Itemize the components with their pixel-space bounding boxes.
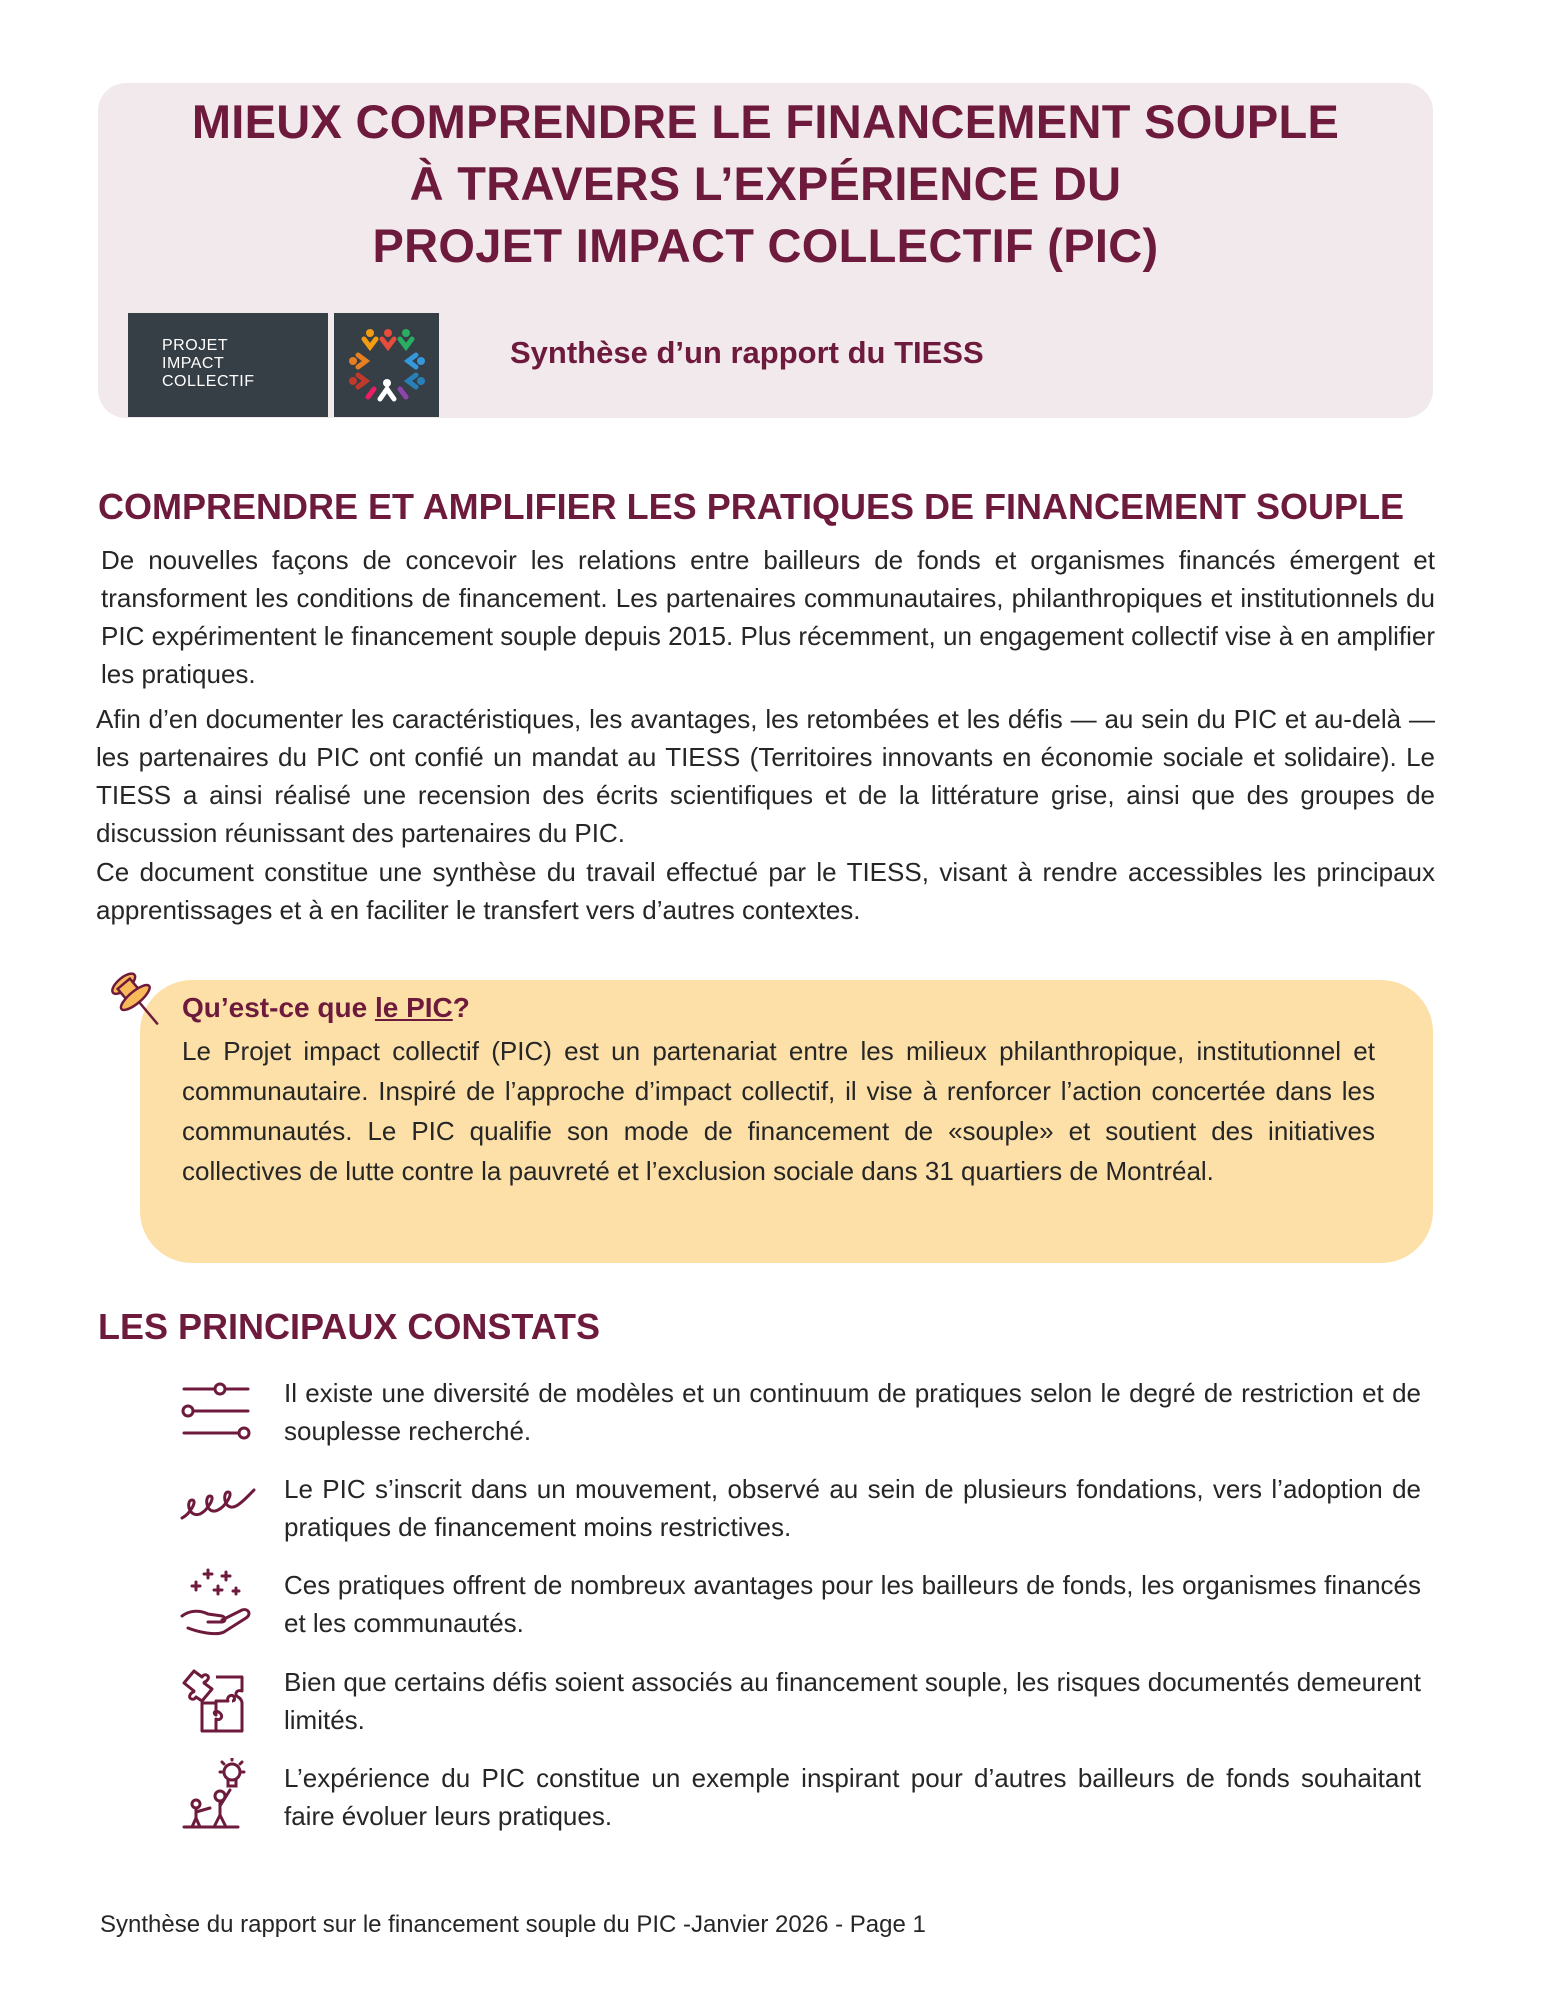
logo-line-2: IMPACT: [162, 355, 225, 372]
page-title-line-3: PROJET IMPACT COLLECTIF (PIC): [372, 219, 1159, 272]
page-title-line-1: MIEUX COMPRENDRE LE FINANCEMENT SOUPLE: [191, 95, 1340, 148]
finding-2: Le PIC s’inscrit dans un mouvement, observé au sein de plusieurs fondations, vers l’adoption de pratiques de financement moins restrictives.: [284, 1474, 1421, 1542]
callout-title-prefix: Qu’est-ce que: [182, 992, 375, 1023]
lightbulb-people-icon: [178, 1758, 260, 1830]
page-footer: Synthèse du rapport sur le financement souple du PIC -Janvier 2026 - Page 1: [100, 1911, 926, 1938]
page-title-line-2: À TRAVERS L’EXPÉRIENCE DU: [409, 157, 1122, 210]
finding-3: Ces pratiques offrent de nombreux avantages pour les bailleurs de fonds, les organismes financés et les communautés.: [284, 1570, 1421, 1638]
intro-paragraph-3: Ce document constitue une synthèse du travail effectué par le TIESS, visant à rendre accessibles les principaux apprentissages et à en faciliter le transfert vers d’autres contextes.: [96, 857, 1435, 925]
page-title: [98, 91, 1433, 277]
logo-line-3: COLLECTIF: [162, 373, 255, 390]
logo-line-1: PROJET: [162, 337, 229, 354]
finding-4: Bien que certains défis soient associés au financement souple, les risques documentés demeurent limités.: [284, 1667, 1421, 1735]
page-subtitle: Synthèse d’un rapport du TIESS: [510, 335, 984, 370]
callout-title: [182, 989, 470, 1027]
section-heading-1: COMPRENDRE ET AMPLIFIER LES PRATIQUES DE FINANCEMENT SOUPLE: [98, 486, 1405, 527]
puzzle-icon: [178, 1663, 260, 1735]
pic-logo-people-icon: [334, 313, 439, 417]
callout-title-suffix: ?: [452, 992, 470, 1023]
intro-paragraph-1: De nouvelles façons de concevoir les relations entre bailleurs de fonds et organismes financés émergent et transforment les conditions de financement. Les partenaires communautaires, philanthropiques et institutionnels du PIC expérimentent le financement souple depuis 2015. Plus récemment, un engagement collectif vise à en amplifier les pratiques.: [101, 545, 1435, 689]
pic-definition-callout: [140, 980, 1433, 1263]
pushpin-icon: [104, 968, 174, 1034]
finding-1: Il existe une diversité de modèles et un continuum de pratiques selon le degré de restriction et de souplesse recherché.: [284, 1378, 1421, 1446]
hand-sparkles-icon: [178, 1566, 260, 1638]
finding-5: L’expérience du PIC constitue un exemple inspirant pour d’autres bailleurs de fonds souhaitant faire évoluer leurs pratiques.: [284, 1763, 1421, 1831]
callout-text: Le Projet impact collectif (PIC) est un partenariat entre les milieux philanthropique, institutionnel et communautaire. Inspiré de l’approche d’impact collectif, il vise à renforcer l’action concertée dans les communautés. Le PIC qualifie son mode de financement de «souple» et soutient des initiatives collectives de lutte contre la pauvreté et l’exclusion sociale dans 31 quartiers de Montréal.: [182, 1036, 1375, 1186]
header-banner: [98, 83, 1433, 418]
section-heading-2: LES PRINCIPAUX CONSTATS: [98, 1306, 601, 1347]
sliders-icon: [178, 1375, 260, 1447]
callout-title-link[interactable]: le PIC: [374, 992, 453, 1023]
pic-logo-wordmark: [128, 313, 328, 417]
intro-paragraph-2: Afin d’en documenter les caractéristiques, les avantages, les retombées et les défis — au sein du PIC et au-delà — les partenaires du PIC ont confié un mandat au TIESS (Territoires innovants en économie sociale et solidaire). Le TIESS a ainsi réalisé une recension des écrits scientifiques et de la littérature grise, ainsi que des groupes de discussion réunissant des partenaires du PIC.: [96, 704, 1435, 848]
loop-scribble-icon: [178, 1470, 260, 1542]
